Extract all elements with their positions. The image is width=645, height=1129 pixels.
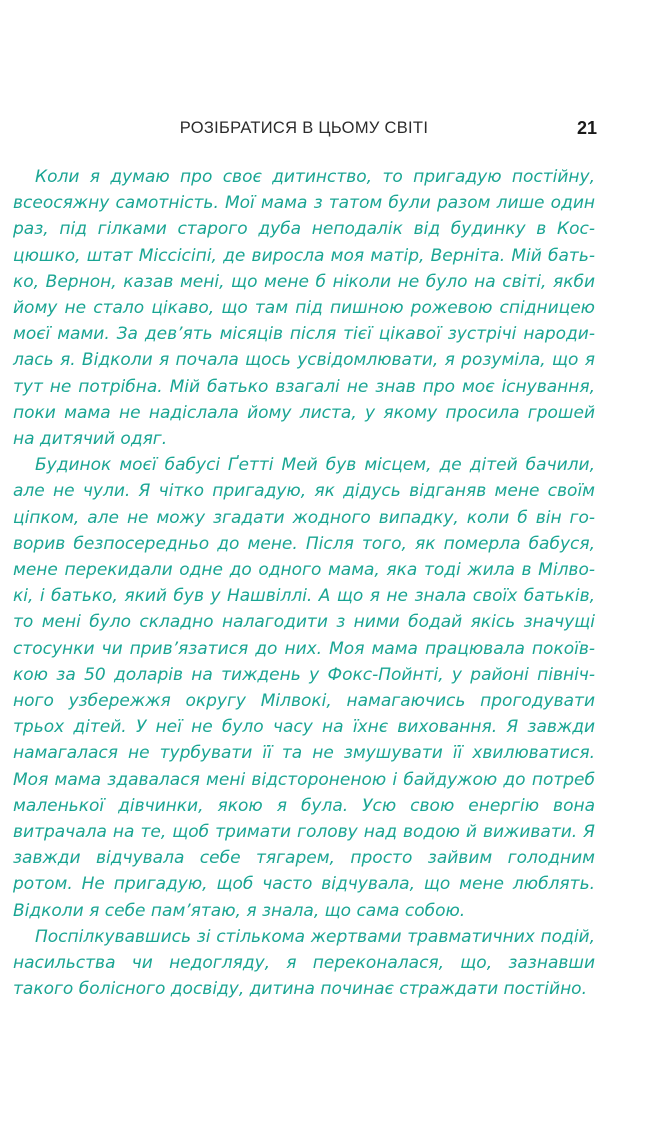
paragraph-3: Поспілкувавшись зі стількома жертвами травматичних подій, насильства чи недогляду, я переконалася, що, зазнавши такого болісного досвіду, дитина починає страждати постійно. [13, 926, 595, 1000]
running-head [0, 116, 645, 140]
running-title: РОЗІБРАТИСЯ В ЦЬОМУ СВІТІ [179, 119, 429, 137]
page-number: 21 [576, 118, 597, 138]
paragraph-2: Будинок моєї бабусі Ґетті Мей був місцем, де дітей бачили, але не чули. Я чітко пригадую, як дідусь відганяв мене своїм ціпком, але не можу згадати жодного випадку, коли б він говорив безпосередньо до мене. Після того, як померла бабуся, мене перекидали одне до одного мама, яка тоді жила в Мілвокі, і батько, який був у Нашвіллі. А що я не знала своїх батьків, то мені було складно налагодити з ними бодай якісь значущі стосунки чи прив’язатися до них. Моя мама працювала покоївкою за 50 доларів на тиждень у Фокс-Пойнті, у районі північного узбережжя округу Мілвокі, намагаючись прогодувати трьох дітей. У неї не було часу на їхнє виховання. Я завжди намагалася не турбувати її та не змушувати її хвилюватися. Моя мама здавалася мені відстороненою і байдужою до потреб маленької дівчинки, якою я була. Усю свою енергію вона витрачала на те, щоб тримати голову над водою й виживати. Я завжди відчувала себе тягарем, просто зайвим голодним ротом. Не пригадую, щоб часто відчувала, що мене люблять. Відколи я себе пам’ятаю, я знала, що сама собою. [13, 455, 595, 921]
paragraph-1: Коли я думаю про своє дитинство, то пригадую постійну, всеосяжну самотність. Мої мама з татом були разом лише один раз, під гілками старого дуба неподалік від будинку в Косцюшко, штат Міссісіпі, де виросла моя матір, Верніта. Мій батько, Вернон, казав мені, що мене б ніколи не було на світі, якби йому не стало цікаво, що там під пишною рожевою спідницею моєї мами. За дев’ять місяців після тієї цікавої зустрічі народилась я. Відколи я почала щось усвідомлювати, я розуміла, що я тут не потрібна. Мій батько взагалі не знав про моє існування, поки мама не надіслала йому листа, у якому просила грошей на дитячий одяг. [13, 167, 595, 450]
body-text [13, 164, 595, 1003]
